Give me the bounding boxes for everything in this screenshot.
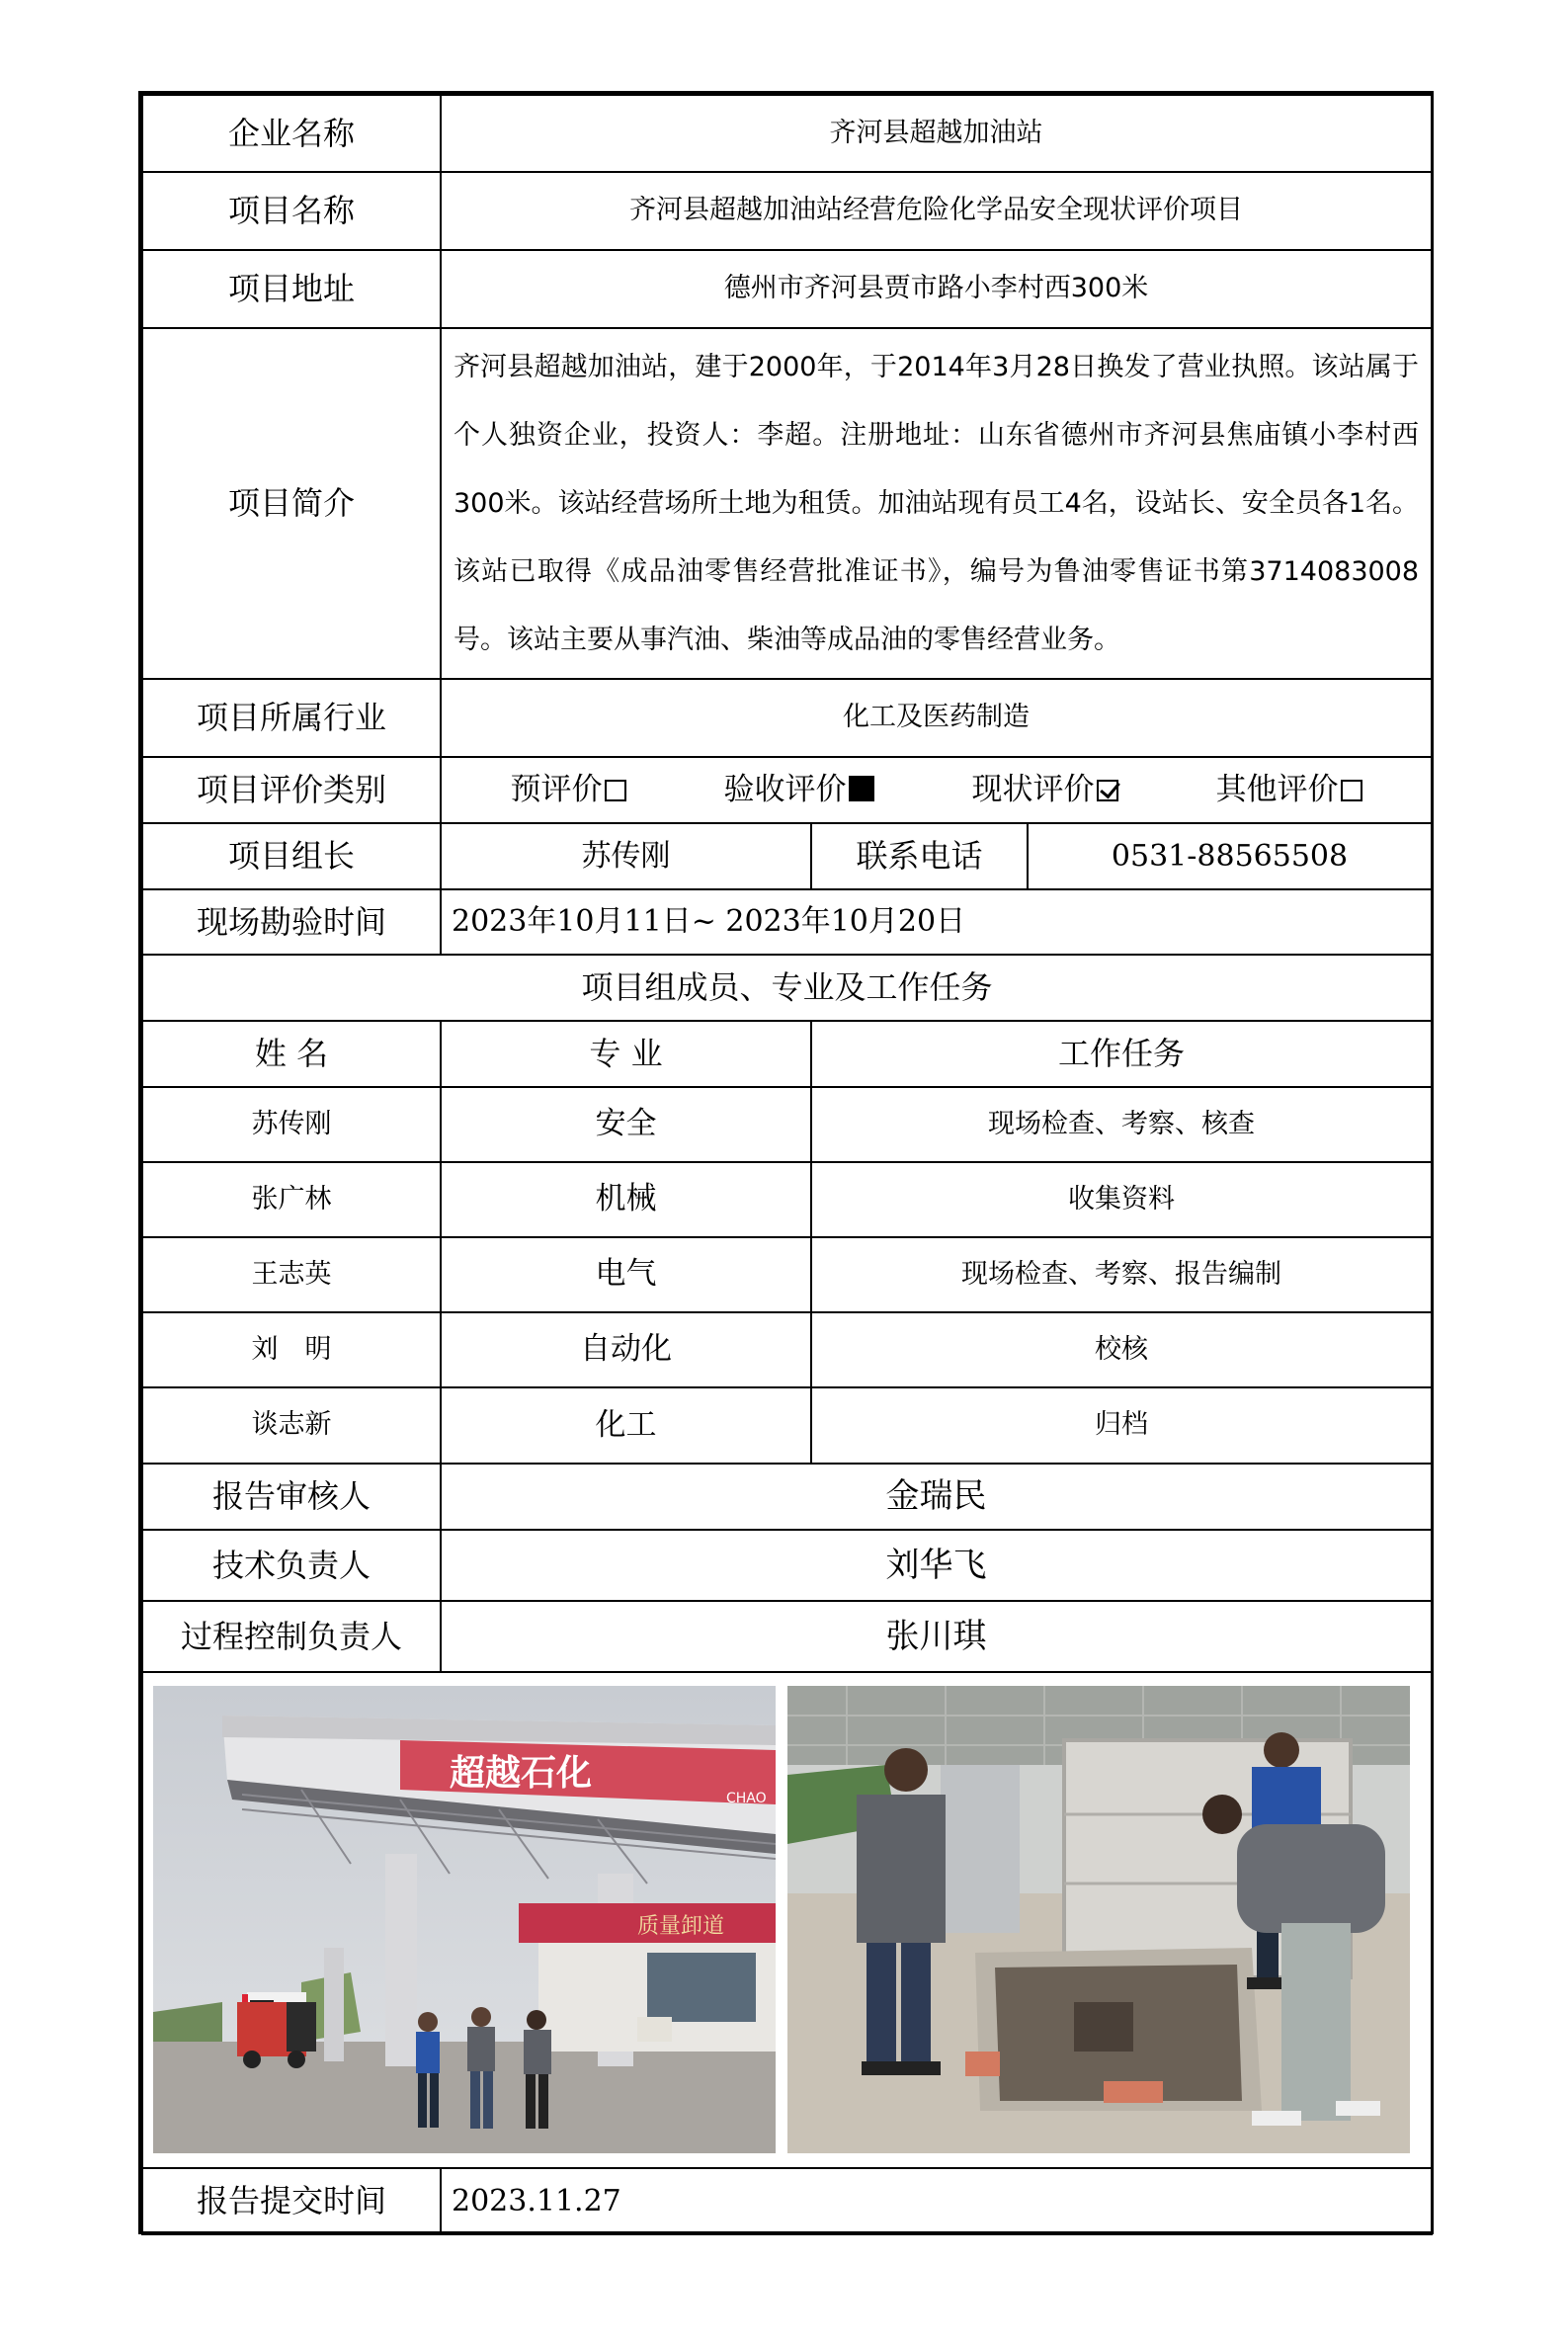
team-table xyxy=(141,1020,1433,2235)
industry-label: 项目所属行业 xyxy=(142,679,441,757)
intro-value: 齐河县超越加油站，建于2000年，于2014年3月28日换发了营业执照。该站属于个人独资企业，投资人：李超。注册地址：山东省德州市齐河县焦庙镇小李村西300米。该站经营场所土地为租赁。加油站现有员工4名，设站长、安全员各1名。该站已取得《成品油零售经营批准证书》，编号为鲁油零售证书第3714083008 号。该站主要从事汽油、柴油等成品油的零售经营业务。 xyxy=(441,328,1432,679)
table-row xyxy=(142,1312,1432,1387)
member-name: 刘 明 xyxy=(142,1312,441,1387)
eval-option-acceptance: 验收评价 xyxy=(724,772,874,808)
process-value: 张川琪 xyxy=(441,1601,1432,1672)
company-label: 企业名称 xyxy=(142,95,441,172)
submit-label: 报告提交时间 xyxy=(142,2168,441,2234)
member-name: 谈志新 xyxy=(142,1387,441,1464)
member-name: 王志英 xyxy=(142,1237,441,1312)
table-row xyxy=(142,1162,1432,1237)
survey-label: 现场勘验时间 xyxy=(142,889,441,955)
phone-label: 联系电话 xyxy=(811,823,1028,889)
table-row xyxy=(142,1237,1432,1312)
company-value: 齐河县超越加油站 xyxy=(441,95,1432,172)
info-table xyxy=(141,94,1433,1022)
project-label: 项目名称 xyxy=(142,172,441,250)
survey-value: 2023年10月11日~ 2023年10月20日 xyxy=(441,889,1432,955)
phone-value: 0531-88565508 xyxy=(1028,823,1432,889)
empty-checkbox-icon xyxy=(1341,780,1362,801)
station-banner: 质量卸道 xyxy=(637,1914,725,1939)
eval-option-other: 其他评价 xyxy=(1216,772,1362,808)
member-name: 张广林 xyxy=(142,1162,441,1237)
canopy-sign: 超越石化 xyxy=(450,1752,593,1794)
empty-checkbox-icon xyxy=(605,780,626,801)
filled-square-icon xyxy=(849,776,874,801)
eval-type-label: 项目评价类别 xyxy=(142,757,441,823)
team-title: 项目组成员、专业及工作任务 xyxy=(142,955,1432,1021)
process-label: 过程控制负责人 xyxy=(142,1601,441,1672)
member-task: 现场检查、考察、核查 xyxy=(811,1087,1432,1162)
leader-label: 项目组长 xyxy=(142,823,441,889)
member-task: 归档 xyxy=(811,1387,1432,1464)
team-header-name: 姓 名 xyxy=(142,1021,441,1087)
eval-option-pre: 预评价 xyxy=(511,772,626,808)
member-name: 苏传刚 xyxy=(142,1087,441,1162)
eval-type-options xyxy=(441,757,1432,823)
inspection-photo xyxy=(787,1686,1410,2153)
report-form xyxy=(138,91,1434,2234)
photo-cell xyxy=(142,1672,1432,2168)
team-header-major: 专 业 xyxy=(441,1021,811,1087)
member-major: 化工 xyxy=(441,1387,811,1464)
project-value: 齐河县超越加油站经营危险化学品安全现状评价项目 xyxy=(441,172,1432,250)
leader-value: 苏传刚 xyxy=(441,823,811,889)
member-major: 电气 xyxy=(441,1237,811,1312)
member-major: 自动化 xyxy=(441,1312,811,1387)
reviewer-value: 金瑞民 xyxy=(441,1464,1432,1530)
tech-label: 技术负责人 xyxy=(142,1530,441,1601)
reviewer-label: 报告审核人 xyxy=(142,1464,441,1530)
team-header-task: 工作任务 xyxy=(811,1021,1432,1087)
tech-value: 刘华飞 xyxy=(441,1530,1432,1601)
table-row xyxy=(142,1387,1432,1464)
address-value: 德州市齐河县贾市路小李村西300米 xyxy=(441,250,1432,328)
checked-checkbox-icon xyxy=(1097,780,1118,801)
gas-station-photo xyxy=(153,1686,776,2153)
submit-value: 2023.11.27 xyxy=(441,2168,1432,2234)
member-major: 安全 xyxy=(441,1087,811,1162)
member-task: 现场检查、考察、报告编制 xyxy=(811,1237,1432,1312)
address-label: 项目地址 xyxy=(142,250,441,328)
table-row xyxy=(142,1087,1432,1162)
eval-option-current: 现状评价 xyxy=(972,772,1118,808)
canopy-sign-small: CHAO xyxy=(726,1791,767,1806)
member-task: 校核 xyxy=(811,1312,1432,1387)
industry-value: 化工及医药制造 xyxy=(441,679,1432,757)
member-task: 收集资料 xyxy=(811,1162,1432,1237)
member-major: 机械 xyxy=(441,1162,811,1237)
intro-label: 项目简介 xyxy=(142,328,441,679)
